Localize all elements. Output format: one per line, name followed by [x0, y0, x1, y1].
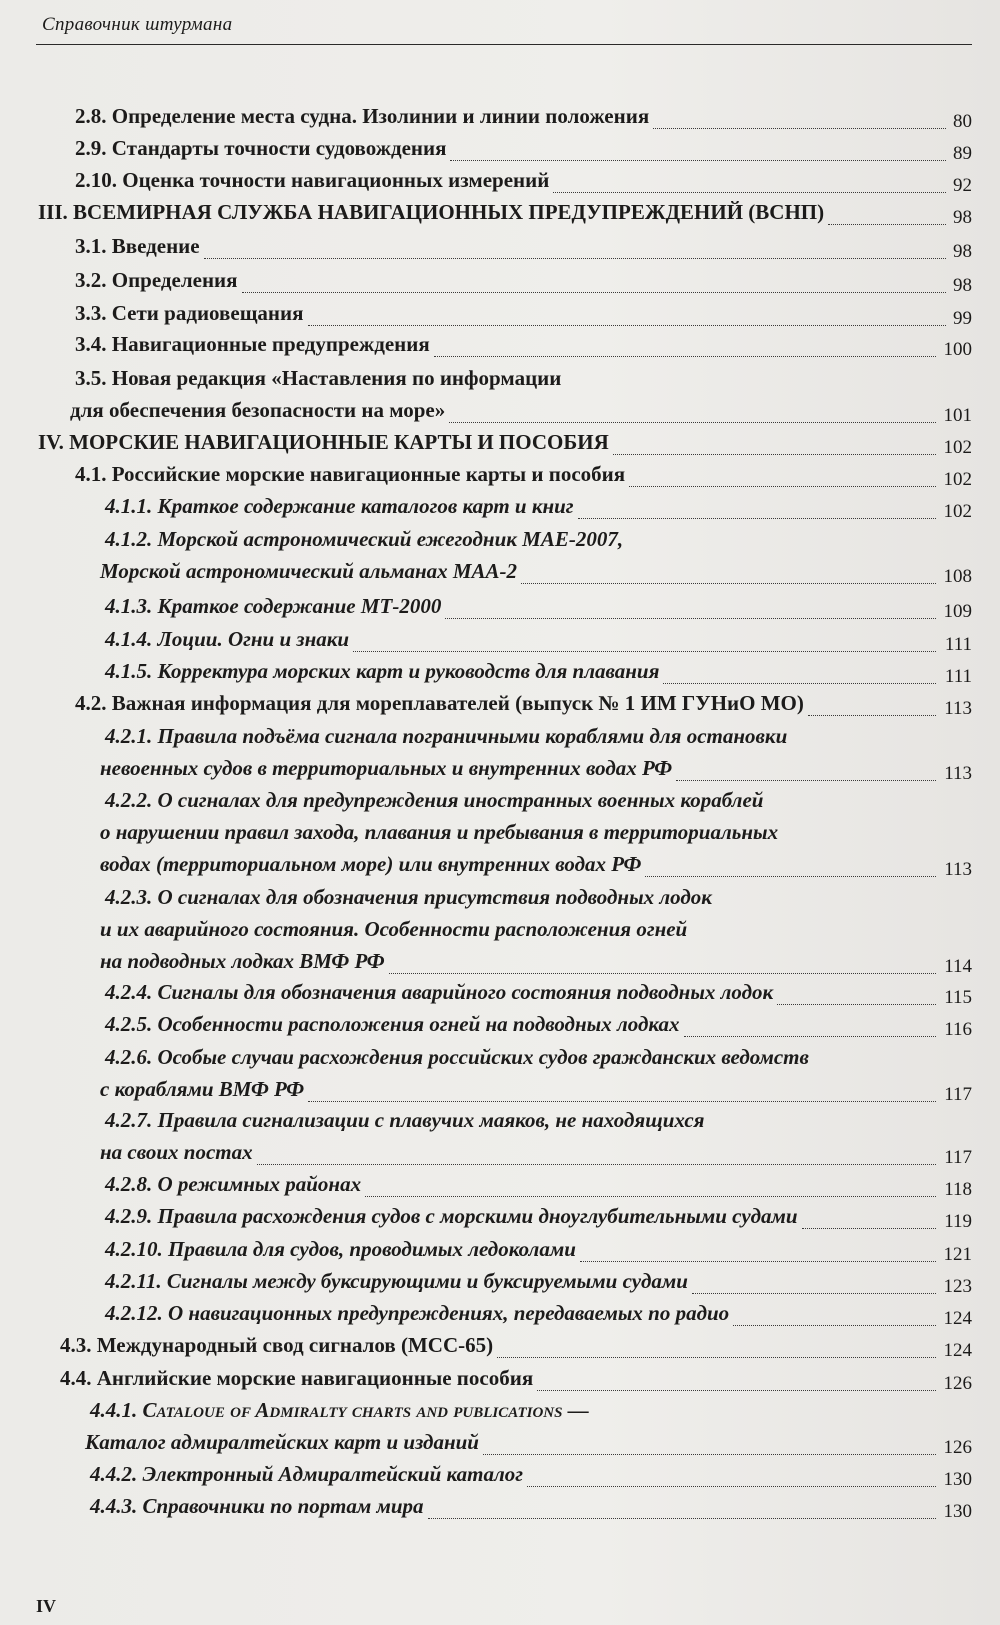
dot-leader [483, 1454, 936, 1455]
dot-leader [242, 292, 946, 293]
toc-entry-title: 2.10. Оценка точности навигационных измерений [75, 168, 550, 192]
toc-page-number: 116 [944, 1019, 972, 1040]
toc-entry-title: 3.5. Новая редакция «Наставления по информации [75, 366, 562, 390]
dot-leader [733, 1325, 936, 1326]
dot-leader [663, 683, 936, 684]
toc-page-number: 123 [943, 1276, 972, 1297]
toc-entry-title: 4.1. Российские морские навигационные карты и пособия [75, 462, 626, 486]
toc-page-number: 99 [953, 308, 972, 329]
dot-leader [692, 1293, 936, 1294]
toc-entry-title: 2.9. Стандарты точности судовождения [75, 136, 447, 160]
dot-leader [445, 618, 936, 619]
toc-entry-title: 4.2.7. Правила сигнализации с плавучих маяков, не находящихся [105, 1108, 705, 1132]
toc-page-number: 102 [943, 469, 972, 490]
toc-entry-title: 4.2.4. Сигналы для обозначения аварийного состояния подводных лодок [105, 980, 774, 1004]
toc-page-number: 109 [943, 601, 972, 622]
toc-page-number: 108 [943, 566, 972, 587]
toc-page-number: 114 [944, 956, 972, 977]
dot-leader [553, 192, 946, 193]
dot-leader [802, 1228, 936, 1229]
toc-entry-title: 4.2.11. Сигналы между буксирующими и буксируемыми судами [105, 1269, 688, 1293]
toc-page-number: 100 [943, 339, 972, 360]
toc-entry-title: IV. МОРСКИЕ НАВИГАЦИОННЫЕ КАРТЫ И ПОСОБИЯ [38, 430, 609, 454]
dot-leader [828, 224, 946, 225]
page-number: IV [36, 1596, 57, 1616]
toc-page-number: 121 [943, 1244, 972, 1265]
dot-leader [578, 518, 936, 519]
toc-page-number: 126 [943, 1373, 972, 1394]
toc-entry-title: 3.3. Сети радиовещания [75, 301, 304, 325]
toc-entry-title: 4.2.12. О навигационных предупреждениях, передаваемых по радио [105, 1301, 730, 1325]
dot-leader [428, 1518, 936, 1519]
dot-leader [521, 583, 936, 584]
toc-entry-title: 4.4.2. Электронный Адмиралтейский каталог [90, 1462, 524, 1486]
toc-entry-title: 4.1.4. Лоции. Огни и знаки [105, 627, 350, 651]
toc-entry-title: 4.2. Важная информация для мореплавателей (выпуск № 1 ИМ ГУНиО МО) [75, 691, 804, 715]
dot-leader [653, 128, 946, 129]
toc-page-number: 98 [953, 241, 972, 262]
toc-entry-title: 4.2.6. Особые случаи расхождения российских судов гражданских ведомств [105, 1045, 809, 1069]
dot-leader [527, 1486, 936, 1487]
dot-leader [434, 356, 936, 357]
dot-leader [449, 422, 936, 423]
toc-page-number: 98 [953, 275, 972, 296]
toc-entry-title: 4.4. Английские морские навигационные пособия [60, 1366, 534, 1390]
dot-leader [308, 1101, 936, 1102]
toc-entry-title: 4.2.3. О сигналах для обозначения присутствия подводных лодок [105, 885, 712, 909]
toc-entry-title: 3.2. Определения [75, 268, 238, 292]
dot-leader [808, 715, 936, 716]
dot-leader [389, 973, 936, 974]
toc-entry-title: 4.2.1. Правила подъёма сигнала пограничными кораблями для остановки [105, 724, 788, 748]
dot-leader [580, 1261, 936, 1262]
toc-page-number: 117 [944, 1084, 972, 1105]
toc-entry-title: 4.2.9. Правила расхождения судов с морскими дноуглубительными судами [105, 1204, 798, 1228]
dot-leader [497, 1357, 936, 1358]
toc-entry-title: 4.1.5. Корректура морских карт и руководств для плавания [105, 659, 660, 683]
toc-page-number: 101 [943, 405, 972, 426]
toc-page-number: 113 [944, 859, 972, 880]
toc-page-number: 102 [943, 437, 972, 458]
dot-leader [450, 160, 946, 161]
toc-page-number: 113 [944, 763, 972, 784]
toc-entry-title: 4.2.8. О режимных районах [105, 1172, 362, 1196]
toc-page-number: 89 [953, 143, 972, 164]
dot-leader [204, 258, 946, 259]
toc-entry-title: 4.1.3. Краткое содержание МТ-2000 [105, 594, 442, 618]
toc-page-number: 111 [944, 666, 972, 687]
dot-leader [365, 1196, 936, 1197]
toc-entry-title: для обеспечения безопасности на море» [70, 398, 446, 422]
dot-leader [537, 1390, 936, 1391]
toc-entry-title: водах (территориальном море) или внутренних водах РФ [100, 852, 642, 876]
dot-leader [645, 876, 936, 877]
toc-page-number: 113 [944, 698, 972, 719]
toc-page-number: 80 [953, 111, 972, 132]
toc-entry-title: невоенных судов в территориальных и внутренних водах РФ [100, 756, 673, 780]
toc-page-number: 124 [943, 1340, 972, 1361]
toc-page-number: 124 [943, 1308, 972, 1329]
toc-entry-title: Каталог адмиралтейских карт и изданий [85, 1430, 479, 1454]
toc-page-number: 126 [943, 1437, 972, 1458]
toc-entry-title: 4.1.1. Краткое содержание каталогов карт и книг [105, 494, 574, 518]
toc-entry-title: 2.8. Определение места судна. Изолинии и линии положения [75, 104, 650, 128]
dot-leader [676, 780, 936, 781]
toc-page-number: 102 [943, 501, 972, 522]
dot-leader [353, 651, 936, 652]
toc-entry-title: 4.1.2. Морской астрономический ежегодник МАЕ-2007, [105, 527, 624, 551]
toc-entry-title: на подводных лодках ВМФ РФ [100, 949, 385, 973]
toc-entry-title: 3.4. Навигационные предупреждения [75, 332, 430, 356]
toc-entry-title: 4.2.5. Особенности расположения огней на подводных лодках [105, 1012, 680, 1036]
running-head: Справочник штурмана [42, 14, 233, 35]
dot-leader [308, 325, 946, 326]
toc-page-number: 119 [944, 1211, 972, 1232]
toc-page-number: 92 [953, 175, 972, 196]
toc-page-number: 115 [944, 987, 972, 1008]
header-rule [36, 44, 972, 45]
toc-page-number: 130 [943, 1469, 972, 1490]
toc-entry-title: III. ВСЕМИРНАЯ СЛУЖБА НАВИГАЦИОННЫХ ПРЕДУПРЕЖДЕНИЙ (ВСНП) [38, 200, 825, 224]
dot-leader [684, 1036, 936, 1037]
toc-entry-title: с кораблями ВМФ РФ [100, 1077, 305, 1101]
toc-page-number: 118 [944, 1179, 972, 1200]
toc-entry-title: 3.1. Введение [75, 234, 200, 258]
toc-entry-title: 4.4.1. Cataloue of Admiralty charts and publications — [90, 1398, 589, 1422]
toc-entry-title: 4.2.10. Правила для судов, проводимых ледоколами [105, 1237, 576, 1261]
toc-page-number: 117 [944, 1147, 972, 1168]
toc-page-number: 111 [944, 634, 972, 655]
toc-entry-title: и их аварийного состояния. Особенности расположения огней [100, 917, 688, 941]
toc-entry-title: 4.4.3. Справочники по портам мира [90, 1494, 424, 1518]
toc-page-number: 98 [953, 207, 972, 228]
dot-leader [257, 1164, 936, 1165]
toc-entry-title: на своих постах [100, 1140, 253, 1164]
toc-page-number: 130 [943, 1501, 972, 1522]
dot-leader [629, 486, 936, 487]
toc-entry-title: 4.2.2. О сигналах для предупреждения иностранных военных кораблей [105, 788, 764, 812]
dot-leader [613, 454, 936, 455]
toc-entry-title: Морской астрономический альманах МАА-2 [100, 559, 518, 583]
toc-entry-title: о нарушении правил захода, плавания и пребывания в территориальных [100, 820, 779, 844]
dot-leader [777, 1004, 936, 1005]
toc-entry-title: 4.3. Международный свод сигналов (МСС-65) [60, 1333, 494, 1357]
